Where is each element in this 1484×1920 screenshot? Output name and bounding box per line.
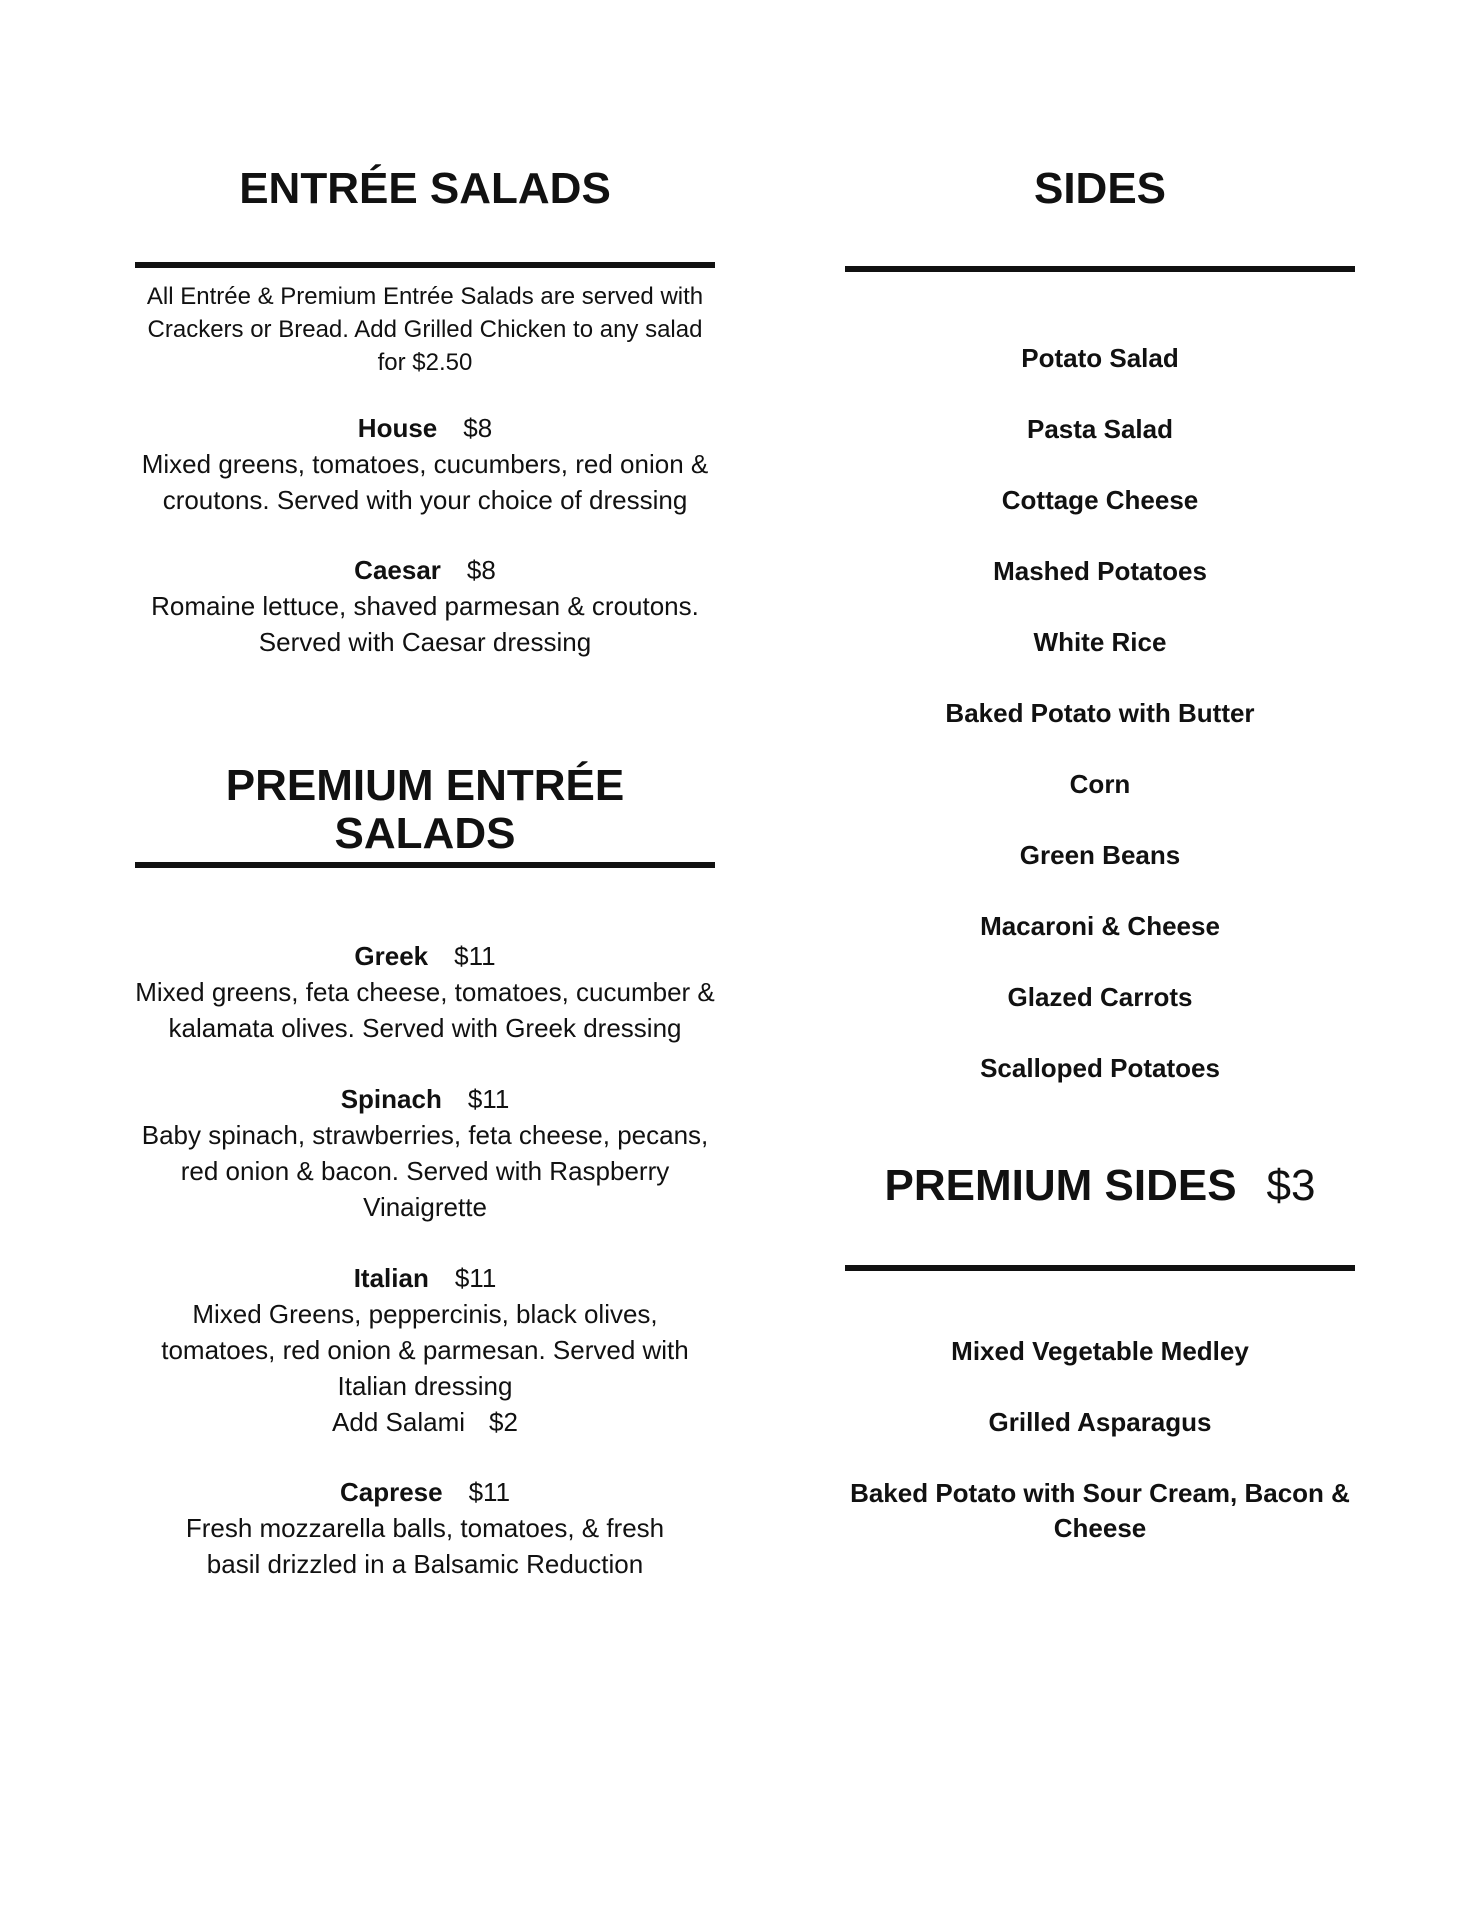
item-price: $11 bbox=[454, 1263, 497, 1293]
sides-list bbox=[845, 340, 1355, 1121]
sides-column bbox=[845, 0, 1355, 1920]
side-item: Glazed Carrots bbox=[1007, 982, 1193, 1012]
premium-sides-list bbox=[845, 1334, 1355, 1582]
premium-sides-divider bbox=[845, 1265, 1355, 1271]
premium-side-item: Mixed Vegetable Medley bbox=[951, 1336, 1249, 1366]
menu-item-caesar bbox=[135, 552, 715, 660]
item-name: Spinach bbox=[340, 1084, 442, 1114]
item-description: Mixed greens, tomatoes, cucumbers, red onion & croutons. Served with your choice of dressing bbox=[141, 449, 709, 515]
item-name: Greek bbox=[354, 941, 429, 971]
side-item: Green Beans bbox=[1019, 840, 1181, 870]
premium-side-item: Grilled Asparagus bbox=[988, 1407, 1212, 1437]
item-price: $11 bbox=[454, 941, 496, 971]
entree-salads-heading: ENTRÉE SALADS bbox=[239, 164, 611, 213]
item-description: Mixed greens, feta cheese, tomatoes, cucumber & kalamata olives. Served with Greek dressing bbox=[135, 977, 715, 1043]
side-item: Baked Potato with Butter bbox=[945, 698, 1255, 728]
side-item: Scalloped Potatoes bbox=[980, 1053, 1220, 1083]
side-item: Cottage Cheese bbox=[1001, 485, 1199, 515]
item-name: Italian bbox=[353, 1263, 429, 1293]
menu-item-spinach bbox=[135, 1081, 715, 1225]
side-item: Pasta Salad bbox=[1027, 414, 1173, 444]
premium-sides-price: $3 bbox=[1266, 1161, 1316, 1210]
premium-sides-title: PREMIUM SIDES bbox=[884, 1161, 1237, 1210]
premium-entree-salads-divider bbox=[135, 862, 715, 868]
item-name: House bbox=[357, 413, 438, 443]
menu-item-caprese bbox=[135, 1474, 715, 1582]
item-price: $8 bbox=[466, 555, 496, 585]
item-price: $8 bbox=[463, 413, 493, 443]
addon-label: Add Salami bbox=[332, 1407, 466, 1437]
item-name: Caesar bbox=[354, 555, 441, 585]
side-item: Potato Salad bbox=[1021, 343, 1179, 373]
premium-side-item: Baked Potato with Sour Cream, Bacon & Cheese bbox=[850, 1478, 1350, 1543]
menu-item-greek bbox=[135, 938, 715, 1046]
item-description: Romaine lettuce, shaved parmesan & croutons. Served with Caesar dressing bbox=[151, 591, 699, 657]
side-item: Macaroni & Cheese bbox=[980, 911, 1220, 941]
side-item: Corn bbox=[1069, 769, 1131, 799]
menu-item-italian bbox=[135, 1260, 715, 1440]
item-name: Caprese bbox=[339, 1477, 443, 1507]
entree-salads-note: All Entrée & Premium Entrée Salads are served with Crackers or Bread. Add Grilled Chicken to any salad for $2.50 bbox=[146, 283, 704, 376]
premium-entree-salads-heading: PREMIUM ENTRÉE SALADS bbox=[225, 761, 625, 859]
side-item: Mashed Potatoes bbox=[993, 556, 1207, 586]
item-price: $11 bbox=[468, 1477, 511, 1507]
sides-divider bbox=[845, 266, 1355, 272]
addon-price: $2 bbox=[489, 1407, 518, 1437]
item-description: Fresh mozzarella balls, tomatoes, & fresh basil drizzled in a Balsamic Reduction bbox=[185, 1513, 665, 1579]
item-addon bbox=[135, 1404, 715, 1440]
premium-sides-heading bbox=[845, 1162, 1355, 1210]
entree-salads-divider bbox=[135, 262, 715, 268]
menu-item-house bbox=[135, 410, 715, 518]
sides-heading: SIDES bbox=[1033, 164, 1167, 213]
item-price: $11 bbox=[467, 1084, 510, 1114]
side-item: White Rice bbox=[1033, 627, 1167, 657]
item-description: Baby spinach, strawberries, feta cheese, pecans, red onion & bacon. Served with Raspberry Vinaigrette bbox=[141, 1120, 709, 1222]
salads-column bbox=[135, 0, 715, 1920]
item-description: Mixed Greens, peppercinis, black olives, tomatoes, red onion & parmesan. Served with Italian dressing bbox=[161, 1299, 689, 1401]
